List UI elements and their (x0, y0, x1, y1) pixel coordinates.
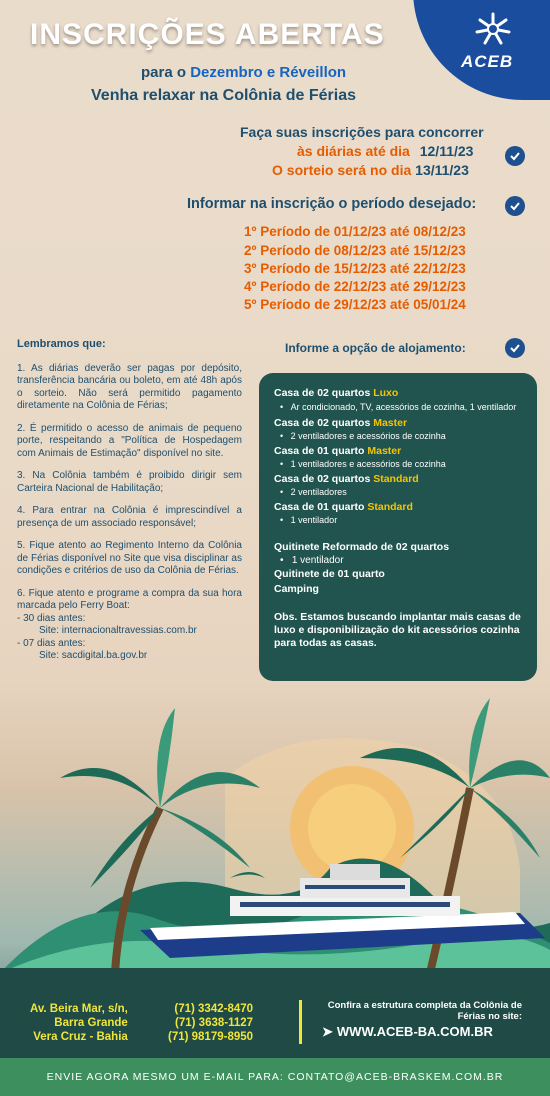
address: Av. Beira Mar, s/n, Barra Grande Vera Cruz - Bahia (30, 1003, 128, 1043)
lodging-option: Casa de 01 quarto Master (274, 445, 402, 457)
ferry-07-site: Site: sacdigital.ba.gov.br (39, 650, 148, 661)
site-link[interactable]: ➤ WWW.ACEB-BA.COM.BR (322, 1024, 493, 1039)
ferry-30: - 30 dias antes: (17, 612, 86, 624)
reminder-item: 4. Para entrar na Colônia é imprescindível a presença de um associado responsável; (17, 505, 242, 529)
lodging-option: Casa de 02 quartos Luxo (274, 387, 399, 399)
reminder-item: 5. Fique atento ao Regimento Interno da Colônia de Férias disponível no Site que visa disciplinar as condições e critérios de uso da Colônia de Férias. (17, 540, 242, 576)
aceb-logo-text: ACEB (461, 52, 514, 71)
ferry-07: - 07 dias antes: (17, 637, 86, 649)
signup-line: Faça suas inscrições para concorrer (240, 124, 484, 140)
signup-deadline: às diárias até dia 12/11/23 (297, 143, 474, 159)
beach-illustration (0, 688, 550, 973)
lodging-option: Camping (274, 583, 319, 595)
check-icon (505, 338, 525, 358)
lodging-note: Obs. Estamos buscando implantar mais casas de luxo e disponibilização do kit acessórios cozinha para todas as casas. (274, 611, 521, 649)
lodging-option: Casa de 02 quartos Master (274, 417, 408, 429)
lodging-option: Casa de 01 quarto Standard (274, 501, 413, 513)
email-link[interactable]: ENVIE AGORA MESMO UM E-MAIL PARA: CONTATO@ACEB-BRASKEM.COM.BR (46, 1071, 504, 1083)
send-icon: ➤ (322, 1024, 333, 1039)
subtitle-invite: Venha relaxar na Colônia de Férias (91, 87, 356, 104)
reminder-item: 2. É permitido o acesso de animais de pequeno porte, respeitando a "Política de Hospedagem com Animais de Estimação" disponível no site. (17, 422, 242, 459)
ferry-30-site: Site: internacionaltravessias.com.br (39, 625, 197, 636)
phone-link[interactable]: (71) 3342-8470 (174, 1003, 254, 1015)
phone-link[interactable]: (71) 3638-1127 (175, 1017, 254, 1029)
period-prompt: Informar na inscrição o período desejado: (187, 196, 477, 212)
aceb-logo (413, 0, 550, 100)
lodging-feature: • 1 ventiladores e acessórios de cozinha (280, 459, 446, 469)
draw-date: O sorteio será no dia 13/11/23 (272, 162, 469, 178)
lodging-options-panel (259, 373, 537, 681)
check-icon (505, 196, 525, 216)
period-1: 1º Período de 01/12/23 até 08/12/23 (244, 224, 466, 239)
lodging-feature: • 1 ventilador (280, 515, 338, 525)
aceb-swirl-icon (471, 10, 515, 48)
period-5: 5º Período de 29/12/23 até 05/01/24 (244, 297, 466, 312)
confirm-text: Confira a estrutura completa da Colônia de Férias no site: (327, 1000, 522, 1022)
lodging-option: Quitinete Reformado de 02 quartos (274, 541, 450, 553)
phone-numbers (168, 1002, 253, 1044)
period-3: 3º Período de 15/12/23 até 22/12/23 (244, 261, 466, 276)
lodging-option: Casa de 02 quartos Standard (274, 473, 419, 485)
page-title: INSCRIÇÕES ABERTAS (30, 18, 385, 51)
lodging-feature: • 2 ventiladores (280, 487, 347, 497)
lodging-prompt: Informe a opção de alojamento: (285, 341, 466, 355)
check-icon (505, 146, 525, 166)
subtitle-event: para o Dezembro e Réveillon (141, 64, 347, 81)
lodging-feature: • Ar condicionado, TV, acessórios de cozinha, 1 ventilador (280, 402, 517, 412)
reminders-heading: Lembramos que: (17, 338, 106, 350)
reminder-item: 1. As diárias deverão ser pagas por depósito, transferência bancária ou boleto, em até 48h após o sorteio. Não será permitido pagamento diretamente na Colônia de Férias; (17, 362, 242, 411)
period-2: 2º Período de 08/12/23 até 15/12/23 (244, 243, 466, 258)
lodging-feature: • 1 ventilador (280, 555, 344, 566)
reminder-item: 3. Na Colônia também é proibido dirigir sem Carteira Nacional de Habilitação; (17, 470, 242, 494)
phone-link[interactable]: (71) 98179-8950 (168, 1031, 254, 1043)
reminders-section (17, 338, 242, 663)
period-4: 4º Período de 22/12/23 até 29/12/23 (244, 279, 466, 294)
reminder-item: 6. Fique atento e programe a compra da sua hora marcada pelo Ferry Boat: (17, 587, 242, 611)
lodging-feature: • 2 ventiladores e acessórios de cozinha (280, 431, 446, 441)
lodging-option: Quitinete de 01 quarto (274, 568, 385, 580)
divider (299, 1000, 302, 1044)
